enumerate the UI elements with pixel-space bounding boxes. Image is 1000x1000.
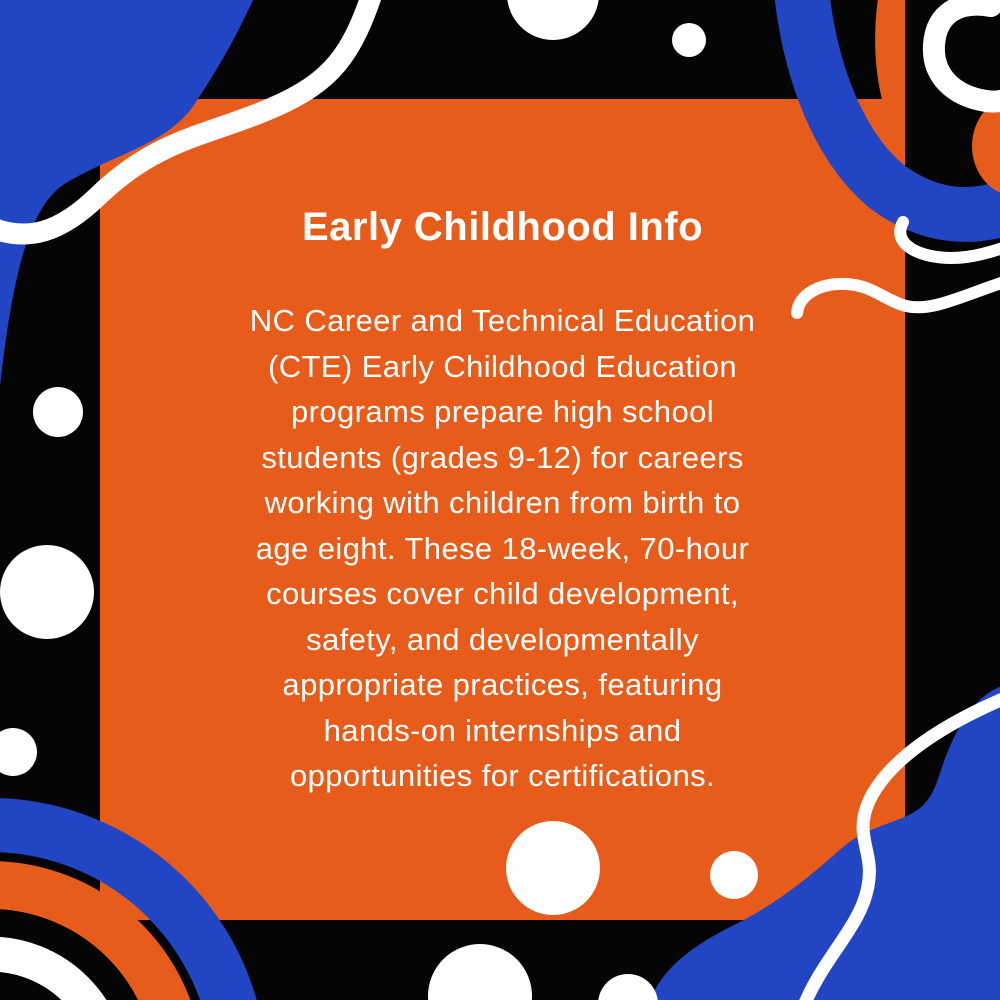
dot-top-small <box>672 23 706 57</box>
body-text-line: programs prepare high school <box>290 394 715 429</box>
body-text-line: appropriate practices, featuring <box>282 667 723 702</box>
dot-bottom-large <box>428 944 532 1000</box>
dot-left-large <box>0 545 94 639</box>
dot-panel-large <box>506 821 600 915</box>
dot-panel-small <box>710 851 758 899</box>
body-text-line: opportunities for certifications. <box>289 758 715 793</box>
body-text-line: students (grades 9-12) for careers <box>261 439 744 475</box>
body-text-line: hands-on internships and <box>323 712 682 748</box>
dot-left-lower <box>0 728 37 776</box>
dot-top-center <box>507 0 599 40</box>
bottom-left-white-ring <box>0 954 111 1000</box>
top-right-white-spiral <box>934 5 1000 102</box>
poster-title: Early Childhood Info <box>301 205 704 249</box>
body-text-line: working with children from birth to <box>264 485 741 520</box>
body-text-line: (CTE) Early Childhood Education <box>268 348 737 384</box>
dot-bottom-small <box>598 974 658 1000</box>
body-text-line: courses cover child development, <box>266 576 739 611</box>
dot-left-small <box>33 387 83 437</box>
body-text-line: NC Career and Technical Education <box>249 303 756 338</box>
body-text-line: safety, and developmentally <box>306 621 699 657</box>
content-panel <box>100 99 905 920</box>
body-text-line: age eight. These 18-week, 70-hour <box>255 530 750 566</box>
